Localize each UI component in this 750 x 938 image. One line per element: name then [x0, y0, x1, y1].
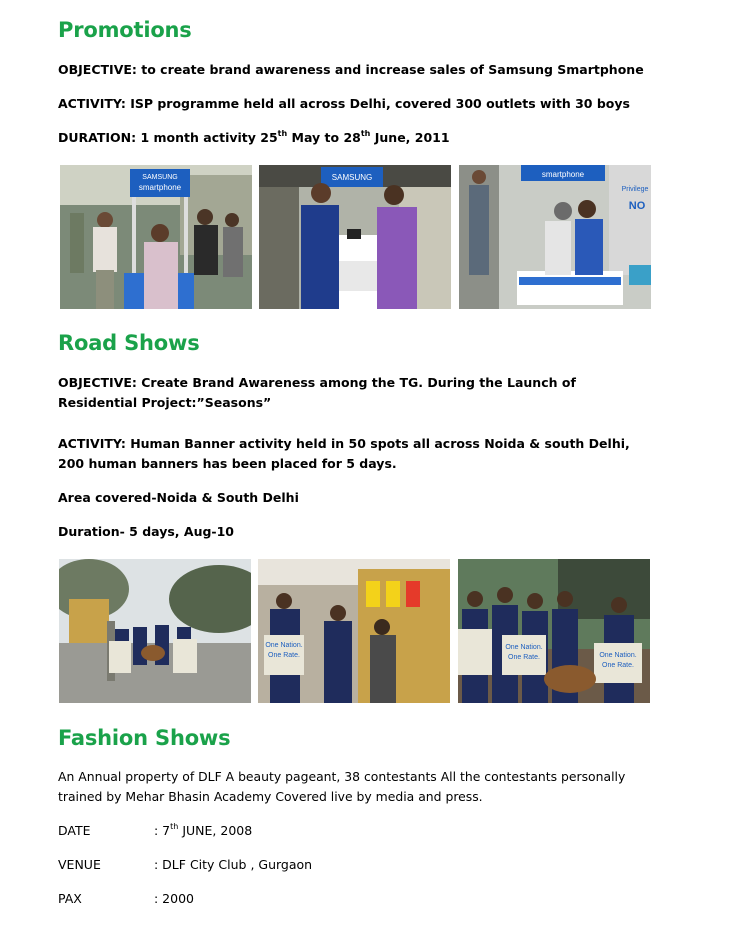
banner-text: One Rate. [508, 654, 540, 661]
roadshows-duration: Duration- 5 days, Aug-10 [58, 524, 235, 539]
promotion-photo-1 [60, 165, 252, 309]
roadshows-area: Area covered-Noida & South Delhi [58, 490, 299, 505]
fashion-description: An Annual property of DLF A beauty pageant, 38 contestants All the contestants personally trained by Mehar Bhasin Academy Covered live by media and press. [58, 769, 626, 804]
banner-text: One Rate. [602, 662, 634, 669]
photo-sign-text: smartphone [541, 170, 585, 179]
fashion-heading: Fashion Shows [58, 726, 231, 750]
venue-value: : DLF City Club , Gurgaon [154, 857, 313, 872]
date-value: : 7th JUNE, 2008 [154, 822, 253, 838]
roadshow-photo-3 [458, 559, 650, 703]
promotions-duration: DURATION: 1 month activity 25th May to 28th June, 2011 [58, 129, 450, 145]
banner-text: One Nation. [265, 642, 303, 649]
photo-sign-text: SAMSUNG [142, 174, 178, 181]
banner-text: One Nation. [505, 644, 543, 651]
pax-label: PAX [58, 891, 82, 906]
promotion-photo-3 [459, 165, 651, 309]
banner-text: One Rate. [268, 652, 300, 659]
fashion-date-row [58, 821, 252, 841]
photo-sign-text: SAMSUNG [331, 173, 373, 182]
photo-sign-text: smartphone [138, 183, 182, 192]
fashion-pax-row [58, 889, 194, 909]
date-label: DATE [58, 823, 91, 838]
roadshows-heading: Road Shows [58, 331, 200, 355]
promotions-heading: Promotions [58, 18, 192, 42]
pax-value: : 2000 [154, 891, 194, 906]
venue-label: VENUE [58, 857, 101, 872]
fashion-venue-row [58, 855, 312, 875]
promotions-activity: ACTIVITY: ISP programme held all across Delhi, covered 300 outlets with 30 boys [58, 96, 630, 111]
promotion-photo-2 [259, 165, 451, 309]
banner-text: One Nation. [599, 652, 637, 659]
photo-sign-text: NO [628, 200, 646, 212]
photo-sign-text: Privilege [621, 186, 649, 193]
promotions-objective: OBJECTIVE: to create brand awareness and increase sales of Samsung Smartphone [58, 62, 644, 77]
roadshows-activity: ACTIVITY: Human Banner activity held in 50 spots all across Noida & south Delhi, 200 human banners has been placed for 5 days. [58, 436, 630, 471]
roadshow-photo-2 [258, 559, 450, 703]
roadshows-objective: OBJECTIVE: Create Brand Awareness among the TG. During the Launch of Residential Project:”Seasons” [58, 375, 576, 410]
roadshow-photo-1 [59, 559, 251, 703]
